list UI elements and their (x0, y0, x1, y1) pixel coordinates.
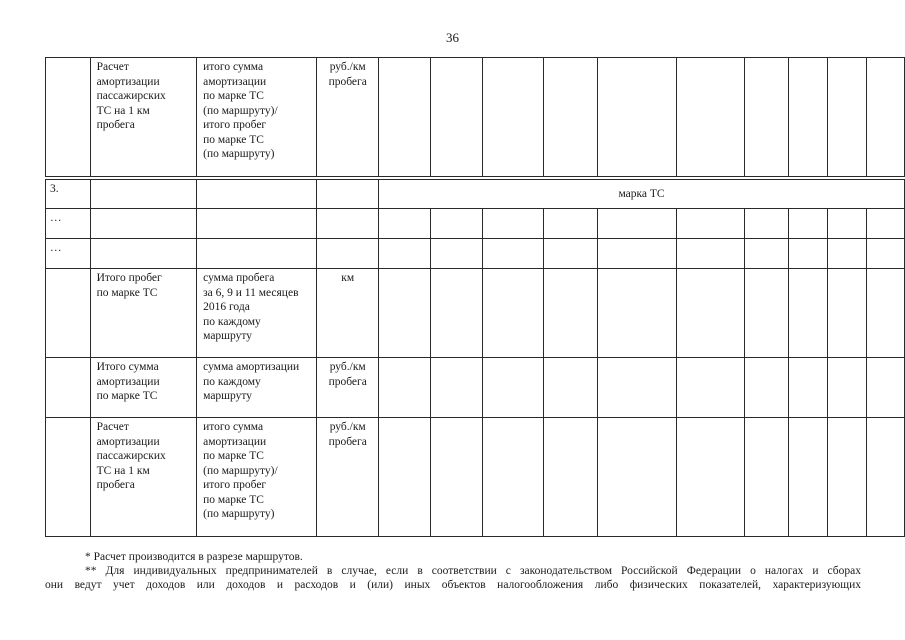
value-cell (544, 209, 597, 239)
row-number-cell (46, 58, 91, 177)
unit-cell (317, 180, 379, 209)
footnotes (45, 550, 861, 592)
value-cell (483, 418, 544, 537)
formula-cell: итого сумма амортизации по марке ТС (по маршруту)/ итого пробег по марке ТС (по маршруту) (197, 58, 317, 177)
value-cell (828, 239, 867, 269)
formula-cell: сумма пробега за 6, 9 и 11 месяцев 2016 года по каждому маршруту (197, 269, 317, 358)
value-cell (745, 358, 788, 418)
row-number-cell: … (46, 209, 91, 239)
value-cell (544, 358, 597, 418)
unit-cell: руб./км пробега (317, 418, 379, 537)
value-cell (379, 209, 431, 239)
value-cell (483, 358, 544, 418)
value-cell (828, 269, 867, 358)
value-cell (828, 209, 867, 239)
value-cell (544, 58, 597, 177)
footnote-1: * Расчет производится в разрезе маршрутов. (85, 551, 303, 563)
value-cell (745, 239, 788, 269)
indicator-name-cell (90, 180, 197, 209)
value-cell (745, 418, 788, 537)
indicator-name-cell: Расчет амортизации пассажирских ТС на 1 км пробега (90, 418, 197, 537)
row-number-cell (46, 269, 91, 358)
value-cell (431, 209, 483, 239)
value-cell (867, 269, 905, 358)
table-row (46, 358, 905, 418)
value-cell (828, 418, 867, 537)
value-cell (431, 58, 483, 177)
value-cell (677, 358, 745, 418)
data-table (45, 57, 905, 537)
value-cell (788, 209, 827, 239)
value-cell (597, 58, 677, 177)
page-number: 36 (446, 30, 459, 45)
value-cell (379, 239, 431, 269)
value-cell (788, 418, 827, 537)
value-cell (483, 58, 544, 177)
value-cell (483, 209, 544, 239)
footnote-2-line-2: они ведут учет доходов или доходов и расходов и (или) иных объектов налогообложения либо физических показателей, характеризующих (45, 579, 861, 591)
table-row (46, 239, 905, 269)
table-row (46, 209, 905, 239)
value-cell (867, 209, 905, 239)
row-number-cell: … (46, 239, 91, 269)
value-cell (544, 418, 597, 537)
value-cell (745, 58, 788, 177)
value-cell (677, 58, 745, 177)
value-cell (677, 269, 745, 358)
table-row (46, 418, 905, 537)
indicator-name-cell: Расчет амортизации пассажирских ТС на 1 км пробега (90, 58, 197, 177)
row-number-cell (46, 418, 91, 537)
value-cell (828, 358, 867, 418)
unit-cell: руб./км пробега (317, 58, 379, 177)
value-cell (483, 239, 544, 269)
value-cell (867, 358, 905, 418)
value-cell (677, 239, 745, 269)
row-number-cell (46, 358, 91, 418)
formula-cell: итого сумма амортизации по марке ТС (по маршруту)/ итого пробег по марке ТС (по маршруту) (197, 418, 317, 537)
indicator-name-cell: Итого пробег по марке ТС (90, 269, 197, 358)
value-cell (379, 418, 431, 537)
value-cell (483, 269, 544, 358)
value-cell (828, 58, 867, 177)
value-cell (788, 58, 827, 177)
value-cell (677, 209, 745, 239)
value-cell (597, 418, 677, 537)
unit-cell (317, 209, 379, 239)
unit-cell: км (317, 269, 379, 358)
vehicle-brand-header: марка ТС (379, 180, 905, 209)
value-cell (597, 358, 677, 418)
value-cell (867, 58, 905, 177)
value-cell (379, 58, 431, 177)
value-cell (788, 358, 827, 418)
formula-cell (197, 209, 317, 239)
table-row (46, 269, 905, 358)
table-row (46, 58, 905, 177)
indicator-name-cell (90, 239, 197, 269)
value-cell (544, 239, 597, 269)
value-cell (431, 358, 483, 418)
value-cell (867, 418, 905, 537)
value-cell (544, 269, 597, 358)
value-cell (431, 269, 483, 358)
value-cell (677, 418, 745, 537)
table-row (46, 180, 905, 209)
formula-cell: сумма амортизации по каждому маршруту (197, 358, 317, 418)
value-cell (431, 239, 483, 269)
formula-cell (197, 180, 317, 209)
indicator-name-cell (90, 209, 197, 239)
value-cell (379, 269, 431, 358)
formula-cell (197, 239, 317, 269)
value-cell (788, 239, 827, 269)
value-cell (788, 269, 827, 358)
value-cell (745, 209, 788, 239)
value-cell (431, 418, 483, 537)
value-cell (597, 239, 677, 269)
unit-cell: руб./км пробега (317, 358, 379, 418)
value-cell (867, 239, 905, 269)
value-cell (745, 269, 788, 358)
footnote-2-line-1: ** Для индивидуальных предпринимателей в случае, если в соответствии с законодательством Российской Федерации о налогах и сборах (85, 565, 861, 577)
value-cell (379, 358, 431, 418)
value-cell (597, 209, 677, 239)
indicator-name-cell: Итого сумма амортизации по марке ТС (90, 358, 197, 418)
row-number-cell: 3. (46, 180, 91, 209)
unit-cell (317, 239, 379, 269)
value-cell (597, 269, 677, 358)
